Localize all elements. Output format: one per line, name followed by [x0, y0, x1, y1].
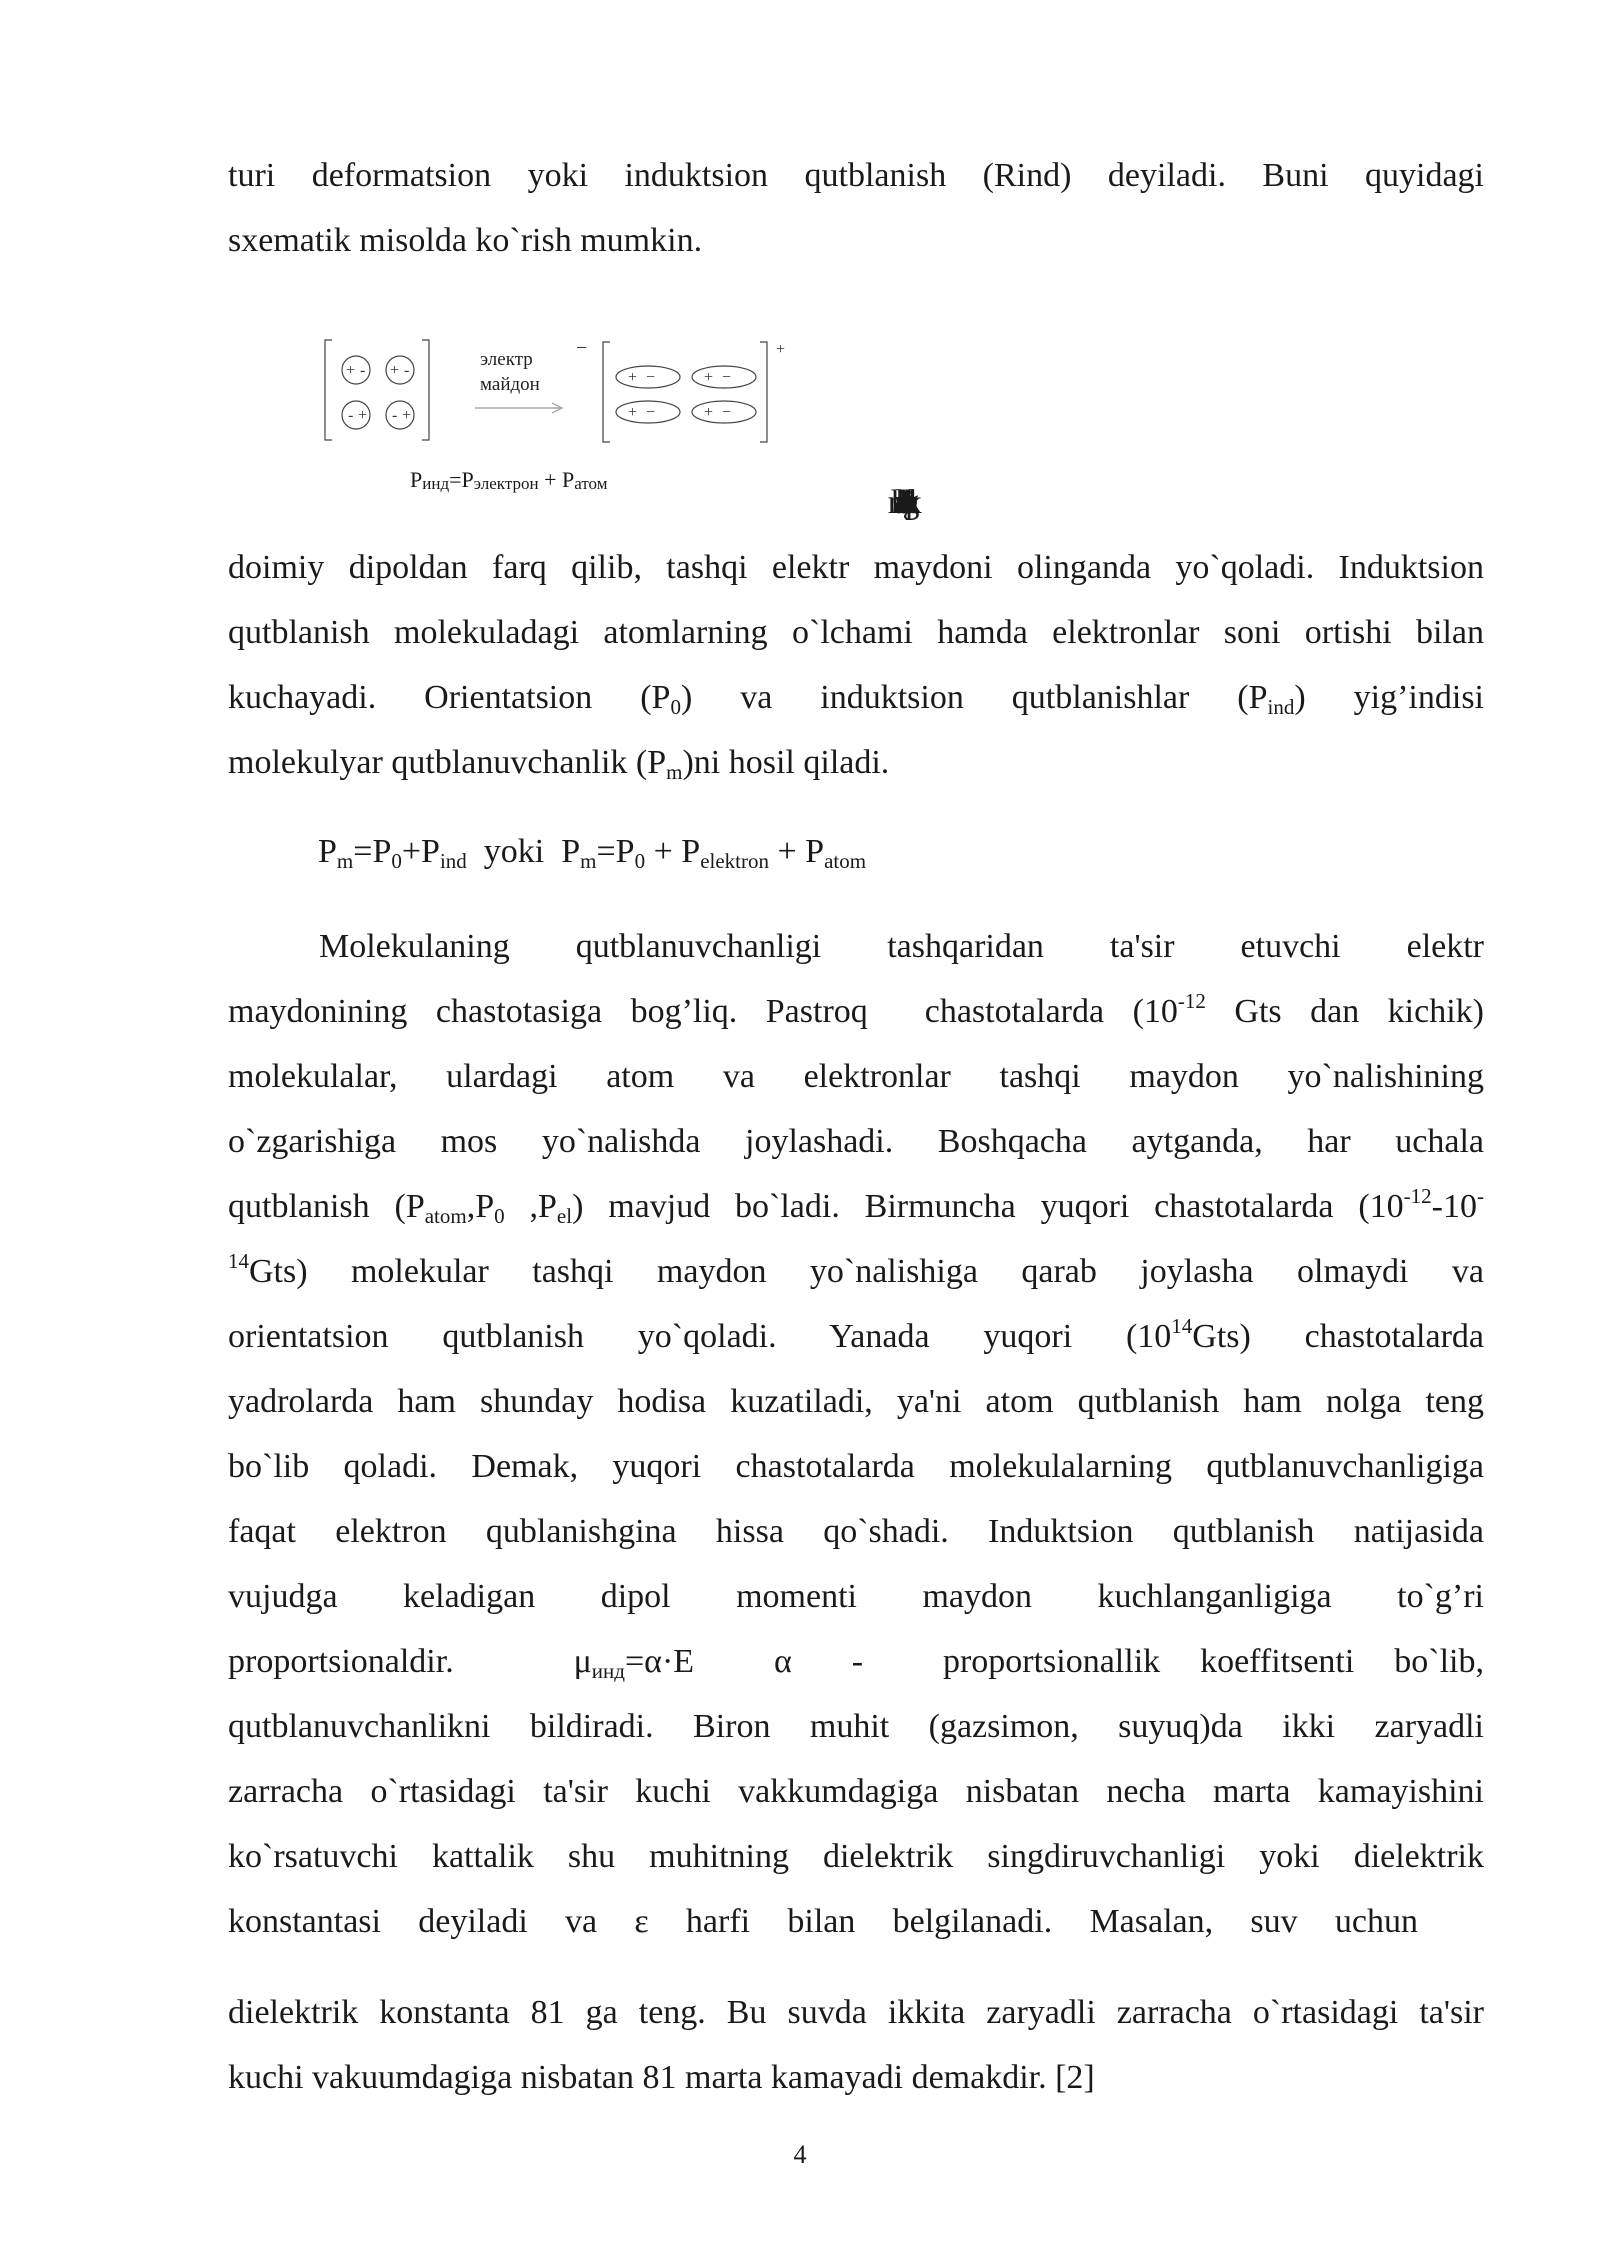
text-span: ) mavjud bo`ladi. Birmuncha yuqori chastotalarda (10: [572, 1188, 1404, 1225]
paragraph-frequency: [228, 914, 1484, 1954]
text-span: Gts) molekular tashqi maydon yo`nalishiga qarab joylasha olmaydi va: [249, 1253, 1484, 1290]
svg-text:+: +: [346, 362, 356, 379]
text-span: ) yig’indisi: [1294, 679, 1484, 716]
subscript: m: [666, 760, 683, 784]
superscript: 14: [1171, 1314, 1193, 1338]
text-span: orientatsion qutblanish yo`qoladi. Yanada yuqori (10: [228, 1318, 1172, 1355]
svg-text:−: −: [646, 404, 656, 421]
text-line: [228, 730, 1484, 795]
svg-text:-: -: [404, 362, 410, 379]
svg-text:+: +: [390, 362, 400, 379]
subscript: atom: [424, 1204, 467, 1228]
text-line: qutblanuvchanlikni bildiradi. Biron muhit (gazsimon, suyuq)da ikki zaryadli: [228, 1708, 1484, 1745]
paragraph-water-constant: [228, 1980, 1484, 2110]
formula-subscript: атом: [574, 474, 608, 493]
svg-text:+: +: [628, 404, 638, 421]
text-line: faqat elektron qublanishgina hissa qo`shadi. Induktsion qutblanish natijasida: [228, 1513, 1484, 1550]
svg-text:−: −: [722, 404, 732, 421]
minus-sign: −: [576, 337, 588, 359]
text-line: qutblanish molekuladagi atomlarning o`lchami hamda elektronlar soni ortishi bilan: [228, 614, 1484, 651]
text-span: )ni hosil qiladi.: [682, 744, 890, 781]
text-span: Gts dan kichik): [1205, 993, 1484, 1030]
formula-symbol: + P: [538, 467, 575, 492]
superscript: -12: [1403, 1184, 1432, 1208]
svg-text:+: +: [358, 407, 368, 424]
text-line: sxematik misolda ko`rish mumkin.: [228, 222, 703, 259]
diagram-label: электр: [480, 349, 533, 370]
subscript: ind: [1267, 695, 1295, 719]
text-line: o`zgarishiga mos yo`nalishda joylashadi. Boshqacha aytganda, har uchala: [228, 1123, 1484, 1160]
svg-text:+: +: [704, 369, 714, 386]
formula-symbol: +P: [401, 833, 440, 870]
text-line: [228, 914, 1484, 979]
subscript: 0: [670, 695, 681, 719]
text-span: kuchayadi. Orientatsion (P: [228, 679, 671, 716]
text-span: maydonining chastotasiga bog’liq. Pastroq chastotalarda (10: [228, 993, 1178, 1030]
page-number: 4: [793, 2140, 807, 2169]
subscript: инд: [591, 1659, 625, 1683]
text-line: [228, 979, 1484, 1044]
formula-symbol: yoki P: [466, 833, 581, 870]
text-line: turi deformatsion yoki induktsion qutblanish (Rind) deyiladi. Buni quyidagi: [228, 157, 1484, 194]
formula-subscript: электрон: [473, 474, 539, 493]
text-line: [228, 1239, 1484, 1304]
subscript: 0: [494, 1204, 505, 1228]
text-span: ,P: [466, 1188, 495, 1225]
paragraph-induction: [228, 470, 1484, 795]
formula-symbol: =P: [596, 833, 635, 870]
formula-subscript: 0: [634, 849, 646, 873]
formula-subscript: ind: [439, 849, 467, 873]
formula-symbol: + P: [769, 833, 825, 870]
formula-subscript: atom: [824, 849, 867, 873]
text-line: doimiy dipoldan farq qilib, tashqi elektr maydoni olinganda yo`qoladi. Induktsion: [228, 549, 1484, 586]
superscript: 14: [228, 1249, 249, 1273]
formula-subscript: 0: [391, 849, 402, 873]
text-line: [228, 470, 900, 535]
svg-text:−: −: [722, 369, 732, 386]
text-span: molekulyar qutblanuvchanlik (P: [228, 744, 667, 781]
text-line: zarracha o`rtasidagi ta'sir kuchi vakkumdagiga nisbatan necha marta kamayishini: [228, 1773, 1484, 1810]
text-line: [228, 1304, 1484, 1369]
svg-text:+: +: [402, 407, 412, 424]
formula-subscript: elektron: [700, 849, 769, 873]
superscript: -12: [1177, 989, 1206, 1013]
text-line: [228, 665, 1484, 730]
text-span: -10: [1431, 1188, 1477, 1225]
text-line: yadrolarda ham shunday hodisa kuzatiladi, ya'ni atom qutblanish ham nolga teng: [228, 1383, 1484, 1420]
svg-text:-: -: [392, 407, 398, 424]
text-line: kuchi vakuumdagiga nisbatan 81 marta kamayadi demakdir. [2]: [228, 2059, 1095, 2096]
formula-symbol: P: [318, 833, 337, 870]
plus-sign: +: [776, 341, 786, 358]
text-span: =α·E α - proportsionallik koeffitsenti bo`lib,: [624, 1643, 1484, 1680]
text-span: konstantasi deyiladi va ε harfi bilan belgilanadi. Masalan, suv uchun: [228, 1903, 1418, 1940]
svg-text:-: -: [360, 362, 366, 379]
text-line: vujudga keladigan dipol momenti maydon kuchlanganligiga to`g’ri: [228, 1578, 1484, 1615]
svg-text:+: +: [628, 369, 638, 386]
text-line: bo`lib qoladi. Demak, yuqori chastotalarda molekulalarning qutblanuvchanligiga: [228, 1448, 1484, 1485]
svg-text:+: +: [704, 404, 714, 421]
formula-symbol: P: [410, 467, 423, 492]
text-span: Gts) chastotalarda: [1192, 1318, 1484, 1355]
svg-text:-: -: [348, 407, 354, 424]
text-span: qutblanish (P: [228, 1188, 425, 1225]
text-span: Molekulaning qutblanuvchanligi tashqaridan ta'sir etuvchi elektr: [319, 928, 1484, 965]
text-span: ,P: [504, 1188, 557, 1225]
intro-paragraph: [228, 143, 1484, 273]
text-line: molekulalar, ulardagi atom va elektronlar tashqi maydon yo`nalishining: [228, 1058, 1484, 1095]
formula-subscript: m: [336, 849, 354, 873]
text-span: proportsionaldir. μ: [228, 1643, 592, 1680]
text-line: [228, 1629, 1484, 1694]
formula-symbol: + P: [645, 833, 701, 870]
formula-symbol: =P: [449, 467, 474, 492]
formula-subscript: инд: [422, 474, 450, 493]
text-line: dielektrik konstanta 81 ga teng. Bu suvda ikkita zaryadli zarracha o`rtasidagi ta'sir: [228, 1994, 1484, 2031]
formula-symbol: =P: [353, 833, 392, 870]
text-span: ) va induktsion qutblanishlar (P: [680, 679, 1268, 716]
text-line: ko`rsatuvchi kattalik shu muhitning dielektrik singdiruvchanligi yoki dielektrik: [228, 1838, 1484, 1875]
superscript: -: [1477, 1184, 1484, 1208]
subscript: el: [556, 1204, 573, 1228]
text-line: [228, 1889, 1418, 1954]
text-line: [228, 1174, 1484, 1239]
formula-subscript: m: [580, 849, 597, 873]
diagram-label: майдон: [480, 374, 540, 395]
svg-text:−: −: [646, 369, 656, 386]
polarization-formula: [318, 827, 866, 877]
